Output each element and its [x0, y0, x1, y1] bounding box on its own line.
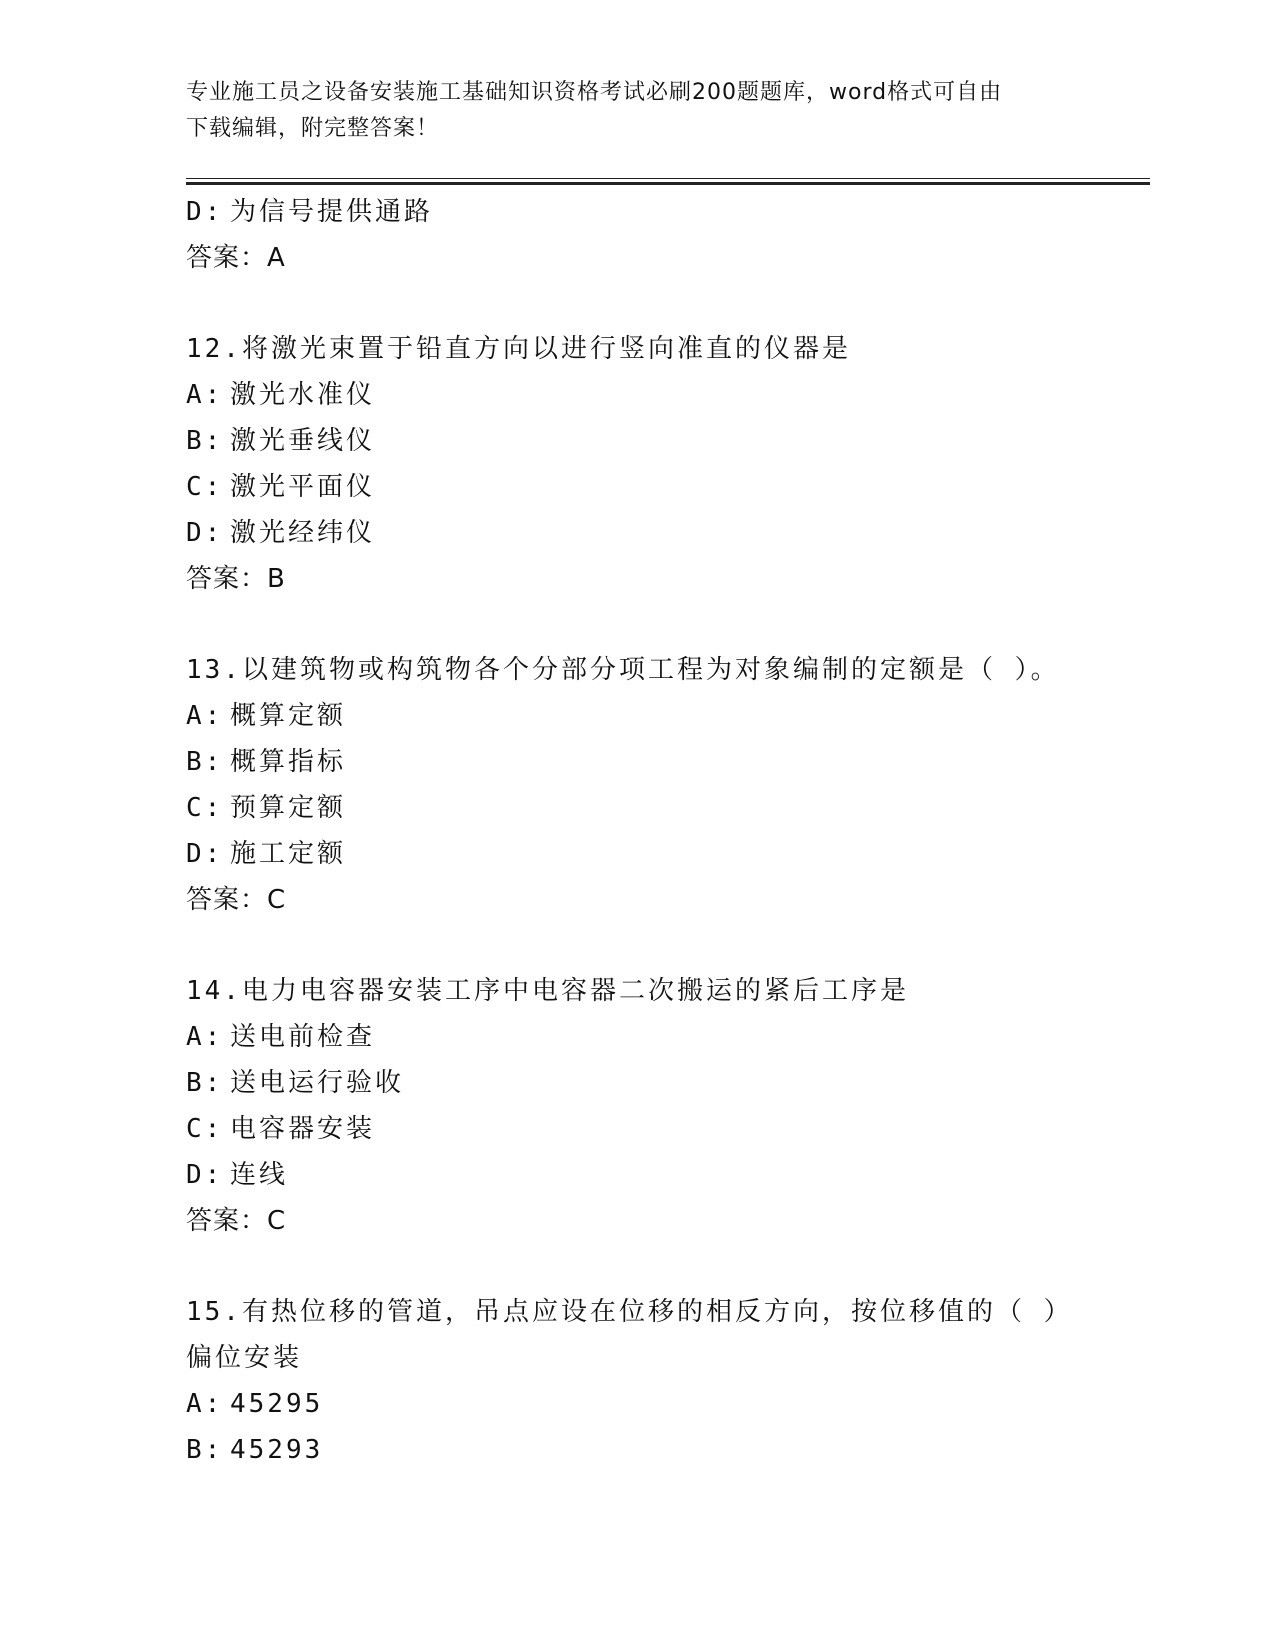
- option-prefix: D:: [186, 518, 224, 548]
- option-prefix: D:: [186, 839, 224, 869]
- option-prefix: D:: [186, 197, 224, 227]
- option-text: 45295: [230, 1389, 324, 1419]
- option-text: 激光经纬仪: [230, 518, 376, 548]
- option-prefix: C:: [186, 472, 224, 502]
- option-text: 连线: [230, 1160, 289, 1190]
- option-d: [186, 510, 1086, 556]
- option-a: [186, 693, 1086, 739]
- question-stem: 14.电力电容器安装工序中电容器二次搬运的紧后工序是: [186, 976, 909, 1006]
- option-c: [186, 1106, 1086, 1152]
- option-a: [186, 372, 1086, 418]
- option-text: 激光平面仪: [230, 472, 376, 502]
- option-prefix: D:: [186, 1160, 224, 1190]
- question-stem: 13.以建筑物或构筑物各个分部分项工程为对象编制的定额是（ ）。: [186, 655, 1060, 685]
- option-text: 送电前检查: [230, 1022, 376, 1052]
- question-12: [186, 326, 1086, 602]
- option-a: [186, 1014, 1086, 1060]
- option-text: 激光水准仪: [230, 380, 376, 410]
- option-prefix: C:: [186, 1114, 224, 1144]
- answer-line: 答案：C: [186, 885, 287, 915]
- option-prefix: B:: [186, 747, 224, 777]
- option-d: [186, 831, 1086, 877]
- option-c: [186, 464, 1086, 510]
- option-text: 施工定额: [230, 839, 347, 869]
- option-prefix: A:: [186, 1389, 224, 1419]
- option-b: [186, 739, 1086, 785]
- question-stem: 15.有热位移的管道，吊点应设在位移的相反方向，按位移值的（ ）: [186, 1297, 1073, 1327]
- option-d: [186, 1152, 1086, 1198]
- question-15: [186, 1289, 1086, 1473]
- option-prefix: A:: [186, 380, 224, 410]
- option-text: 预算定额: [230, 793, 347, 823]
- answer-line: 答案：C: [186, 1206, 287, 1236]
- option-text: 45293: [230, 1435, 324, 1465]
- option-text: 概算定额: [230, 701, 347, 731]
- header-divider-thick: [186, 182, 1150, 185]
- option-text: 送电运行验收: [230, 1068, 405, 1098]
- option-prefix: A:: [186, 701, 224, 731]
- document-header: [186, 75, 1066, 147]
- question-13: [186, 647, 1086, 923]
- question-14: [186, 968, 1086, 1244]
- header-line-1: 专业施工员之设备安装施工基础知识资格考试必刷200题题库，word格式可自由: [186, 80, 1003, 105]
- header-divider-thin: [186, 178, 1150, 179]
- option-prefix: B:: [186, 426, 224, 456]
- option-text: 激光垂线仪: [230, 426, 376, 456]
- answer-line: 答案：A: [186, 243, 286, 273]
- header-line-2: 下载编辑，附完整答案！: [186, 116, 440, 141]
- option-a: [186, 1381, 1086, 1427]
- option-text: 电容器安装: [230, 1114, 376, 1144]
- answer-line: 答案：B: [186, 564, 286, 594]
- option-b: [186, 1060, 1086, 1106]
- option-prefix: C:: [186, 793, 224, 823]
- question-stem: 12.将激光束置于铅直方向以进行竖向准直的仪器是: [186, 334, 851, 364]
- option-d: [186, 189, 1086, 235]
- option-prefix: A:: [186, 1022, 224, 1052]
- option-text: 为信号提供通路: [230, 197, 434, 227]
- option-prefix: B:: [186, 1068, 224, 1098]
- question-list: [186, 189, 1086, 1473]
- option-c: [186, 785, 1086, 831]
- option-text: 概算指标: [230, 747, 347, 777]
- option-b: [186, 418, 1086, 464]
- option-prefix: B:: [186, 1435, 224, 1465]
- option-b: [186, 1427, 1086, 1473]
- question-stem-continued: 偏位安装: [186, 1343, 303, 1373]
